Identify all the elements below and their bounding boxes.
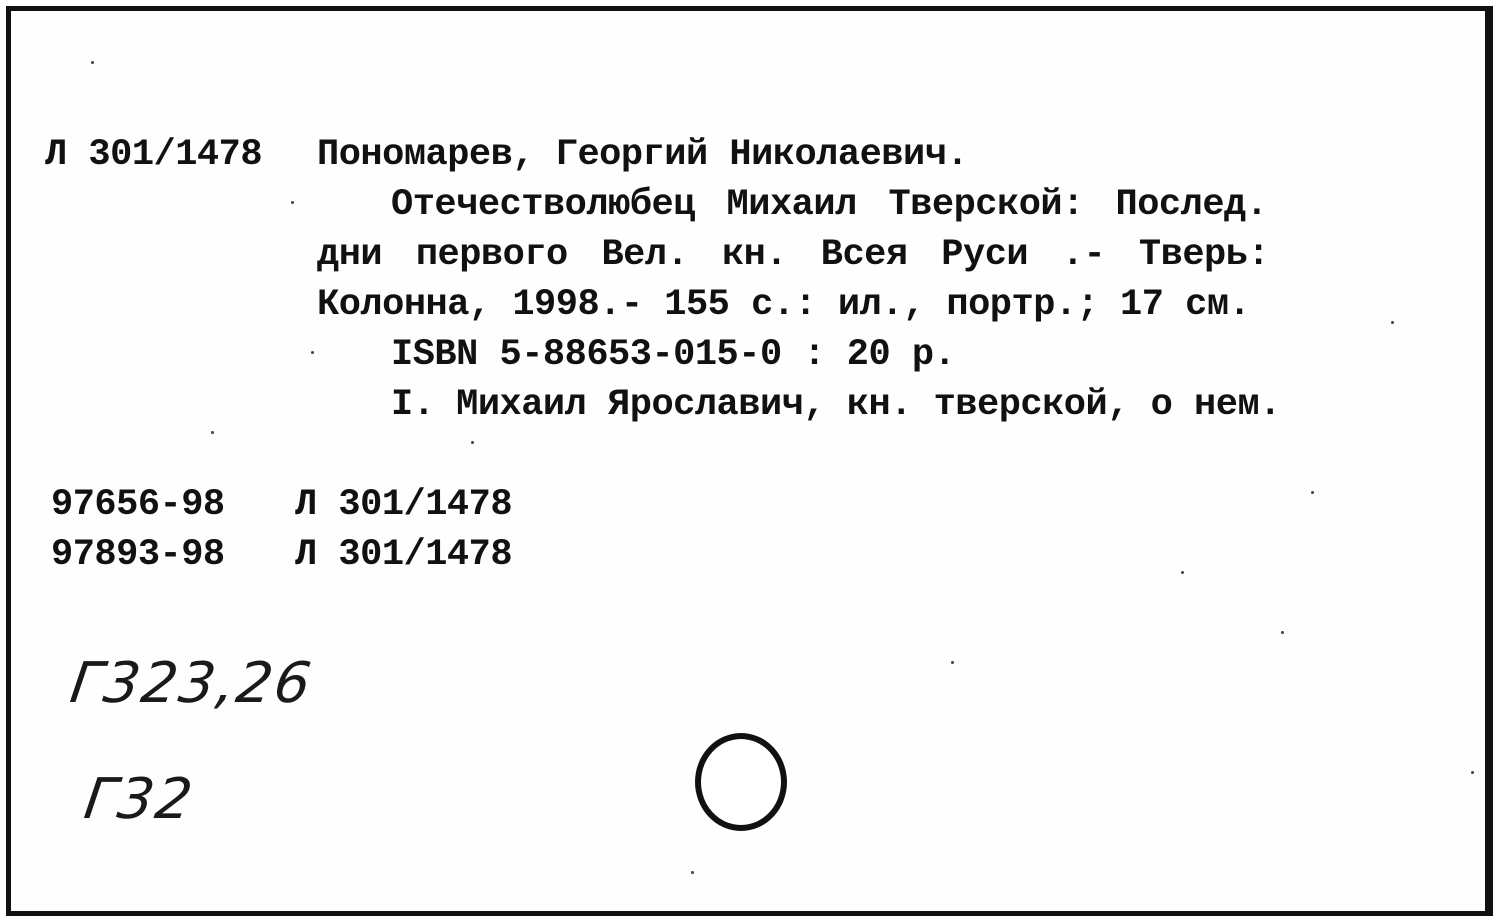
speck xyxy=(91,61,94,64)
title-line-2: дни первого Вел. кн. Всея Руси .- Тверь: xyxy=(317,234,1270,276)
holding-shelfmark-1: Л 301/1478 xyxy=(295,484,513,526)
isbn-line: ISBN 5-88653-015-0 : 20 р. xyxy=(391,334,956,376)
speck xyxy=(1281,631,1284,634)
title-line-1: Отечестволюбец Михаил Тверской: Послед. xyxy=(391,184,1268,226)
call-number-main: Л 301/1478 xyxy=(45,134,263,176)
handwritten-author-mark: Г32 xyxy=(80,767,199,832)
speck xyxy=(291,201,294,204)
speck xyxy=(1471,771,1474,774)
subject-line: I. Михаил Ярославич, кн. тверской, о нем. xyxy=(391,384,1281,426)
speck xyxy=(1181,571,1184,574)
speck xyxy=(951,661,954,664)
speck xyxy=(691,871,694,874)
speck xyxy=(211,431,214,434)
title-line-3: Колонна, 1998.- 155 с.: ил., портр.; 17 см. xyxy=(317,284,1251,326)
speck xyxy=(311,351,314,354)
card-punch-hole xyxy=(695,733,787,831)
speck xyxy=(1311,491,1314,494)
author-heading: Пономарев, Георгий Николаевич. xyxy=(317,134,969,176)
speck xyxy=(1391,321,1394,324)
speck xyxy=(471,441,474,444)
holding-shelfmark-2: Л 301/1478 xyxy=(295,534,513,576)
holding-inventory-2: 97893-98 xyxy=(51,534,225,576)
catalog-card xyxy=(6,6,1493,916)
handwritten-classification: Г323,26 xyxy=(66,651,317,716)
holding-inventory-1: 97656-98 xyxy=(51,484,225,526)
